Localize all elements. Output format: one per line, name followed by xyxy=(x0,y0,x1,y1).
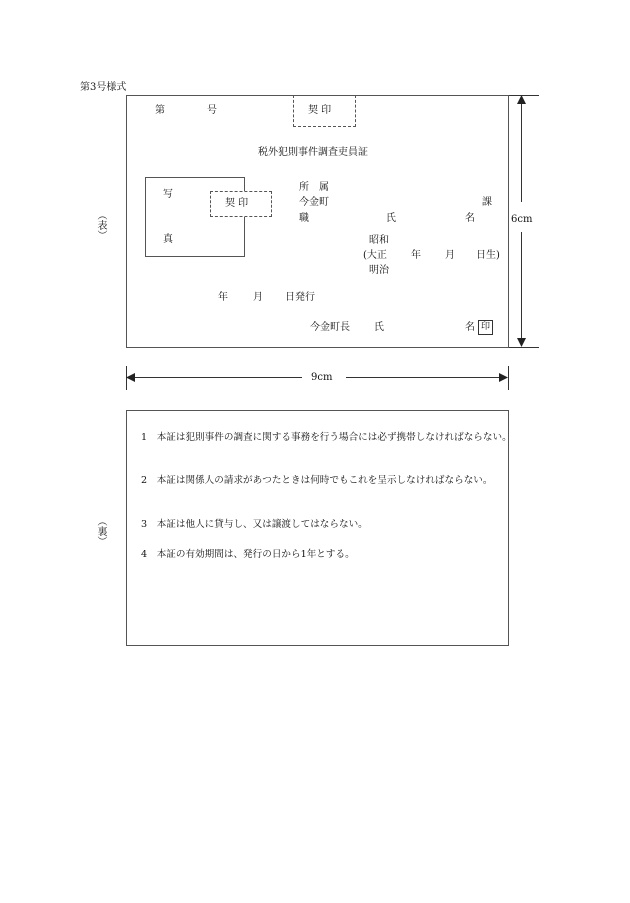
issue-month-label: 月 xyxy=(253,292,263,303)
width-dim-line-left xyxy=(130,377,302,378)
back-note-3: 3 本証は他人に貸与し、又は譲渡してはならない。 xyxy=(141,519,368,530)
seal-top-label: 契 印 xyxy=(308,105,332,116)
birth-month-label: 月 xyxy=(445,250,455,261)
height-dim-line-top xyxy=(521,98,522,202)
section-suffix: 課 xyxy=(482,197,492,208)
arrow-left-icon xyxy=(126,373,136,382)
mayor-name-label-1: 氏 xyxy=(374,322,384,333)
photo-box xyxy=(145,177,245,257)
era-showa: 昭和 xyxy=(369,235,389,246)
name-label-1: 氏 xyxy=(386,213,396,224)
era-taisho: (大正 xyxy=(363,250,387,261)
front-side-label: （表） xyxy=(95,210,106,240)
width-dim-line-right xyxy=(346,377,504,378)
arrow-down-icon xyxy=(517,338,526,348)
issue-year-label: 年 xyxy=(218,292,228,303)
form-title: 第3号様式 xyxy=(80,82,127,93)
width-label: 9cm xyxy=(311,372,333,383)
mayor-name-label-2: 名 xyxy=(465,322,475,333)
seal-photo-label: 契 印 xyxy=(225,198,249,209)
affiliation-town: 今金町 xyxy=(299,197,329,208)
photo-char-2: 真 xyxy=(163,234,173,245)
height-label: 6cm xyxy=(511,214,533,225)
number-prefix: 第 xyxy=(155,105,165,116)
back-note-4: 4 本証の有効期間は、発行の日から1年とする。 xyxy=(141,549,355,560)
issue-day-label: 日発行 xyxy=(285,292,315,303)
height-dim-line-bottom xyxy=(521,232,522,344)
era-meiji: 明治 xyxy=(369,265,389,276)
back-note-1: 1 本証は犯則事件の調査に関する事務を行う場合には必ず携帯しなければならない。 xyxy=(141,432,512,443)
affiliation-label: 所 属 xyxy=(299,182,329,193)
back-note-2: 2 本証は関係人の請求があつたときは何時でもこれを呈示しなければならない。 xyxy=(141,475,493,486)
back-side-label: （裏） xyxy=(95,516,106,546)
photo-char-1: 写 xyxy=(163,189,173,200)
name-label-2: 名 xyxy=(465,213,475,224)
birth-day-label: 日生) xyxy=(476,250,500,261)
arrow-up-icon xyxy=(517,95,526,105)
mayor-label: 今金町長 xyxy=(310,322,350,333)
card-title: 税外犯則事件調査吏員証 xyxy=(258,147,368,158)
birth-year-label: 年 xyxy=(411,250,421,261)
seal-stamp-icon: 印 xyxy=(478,320,493,335)
number-suffix: 号 xyxy=(207,105,217,116)
position-label: 職 xyxy=(299,213,309,224)
arrow-right-icon xyxy=(499,373,509,382)
